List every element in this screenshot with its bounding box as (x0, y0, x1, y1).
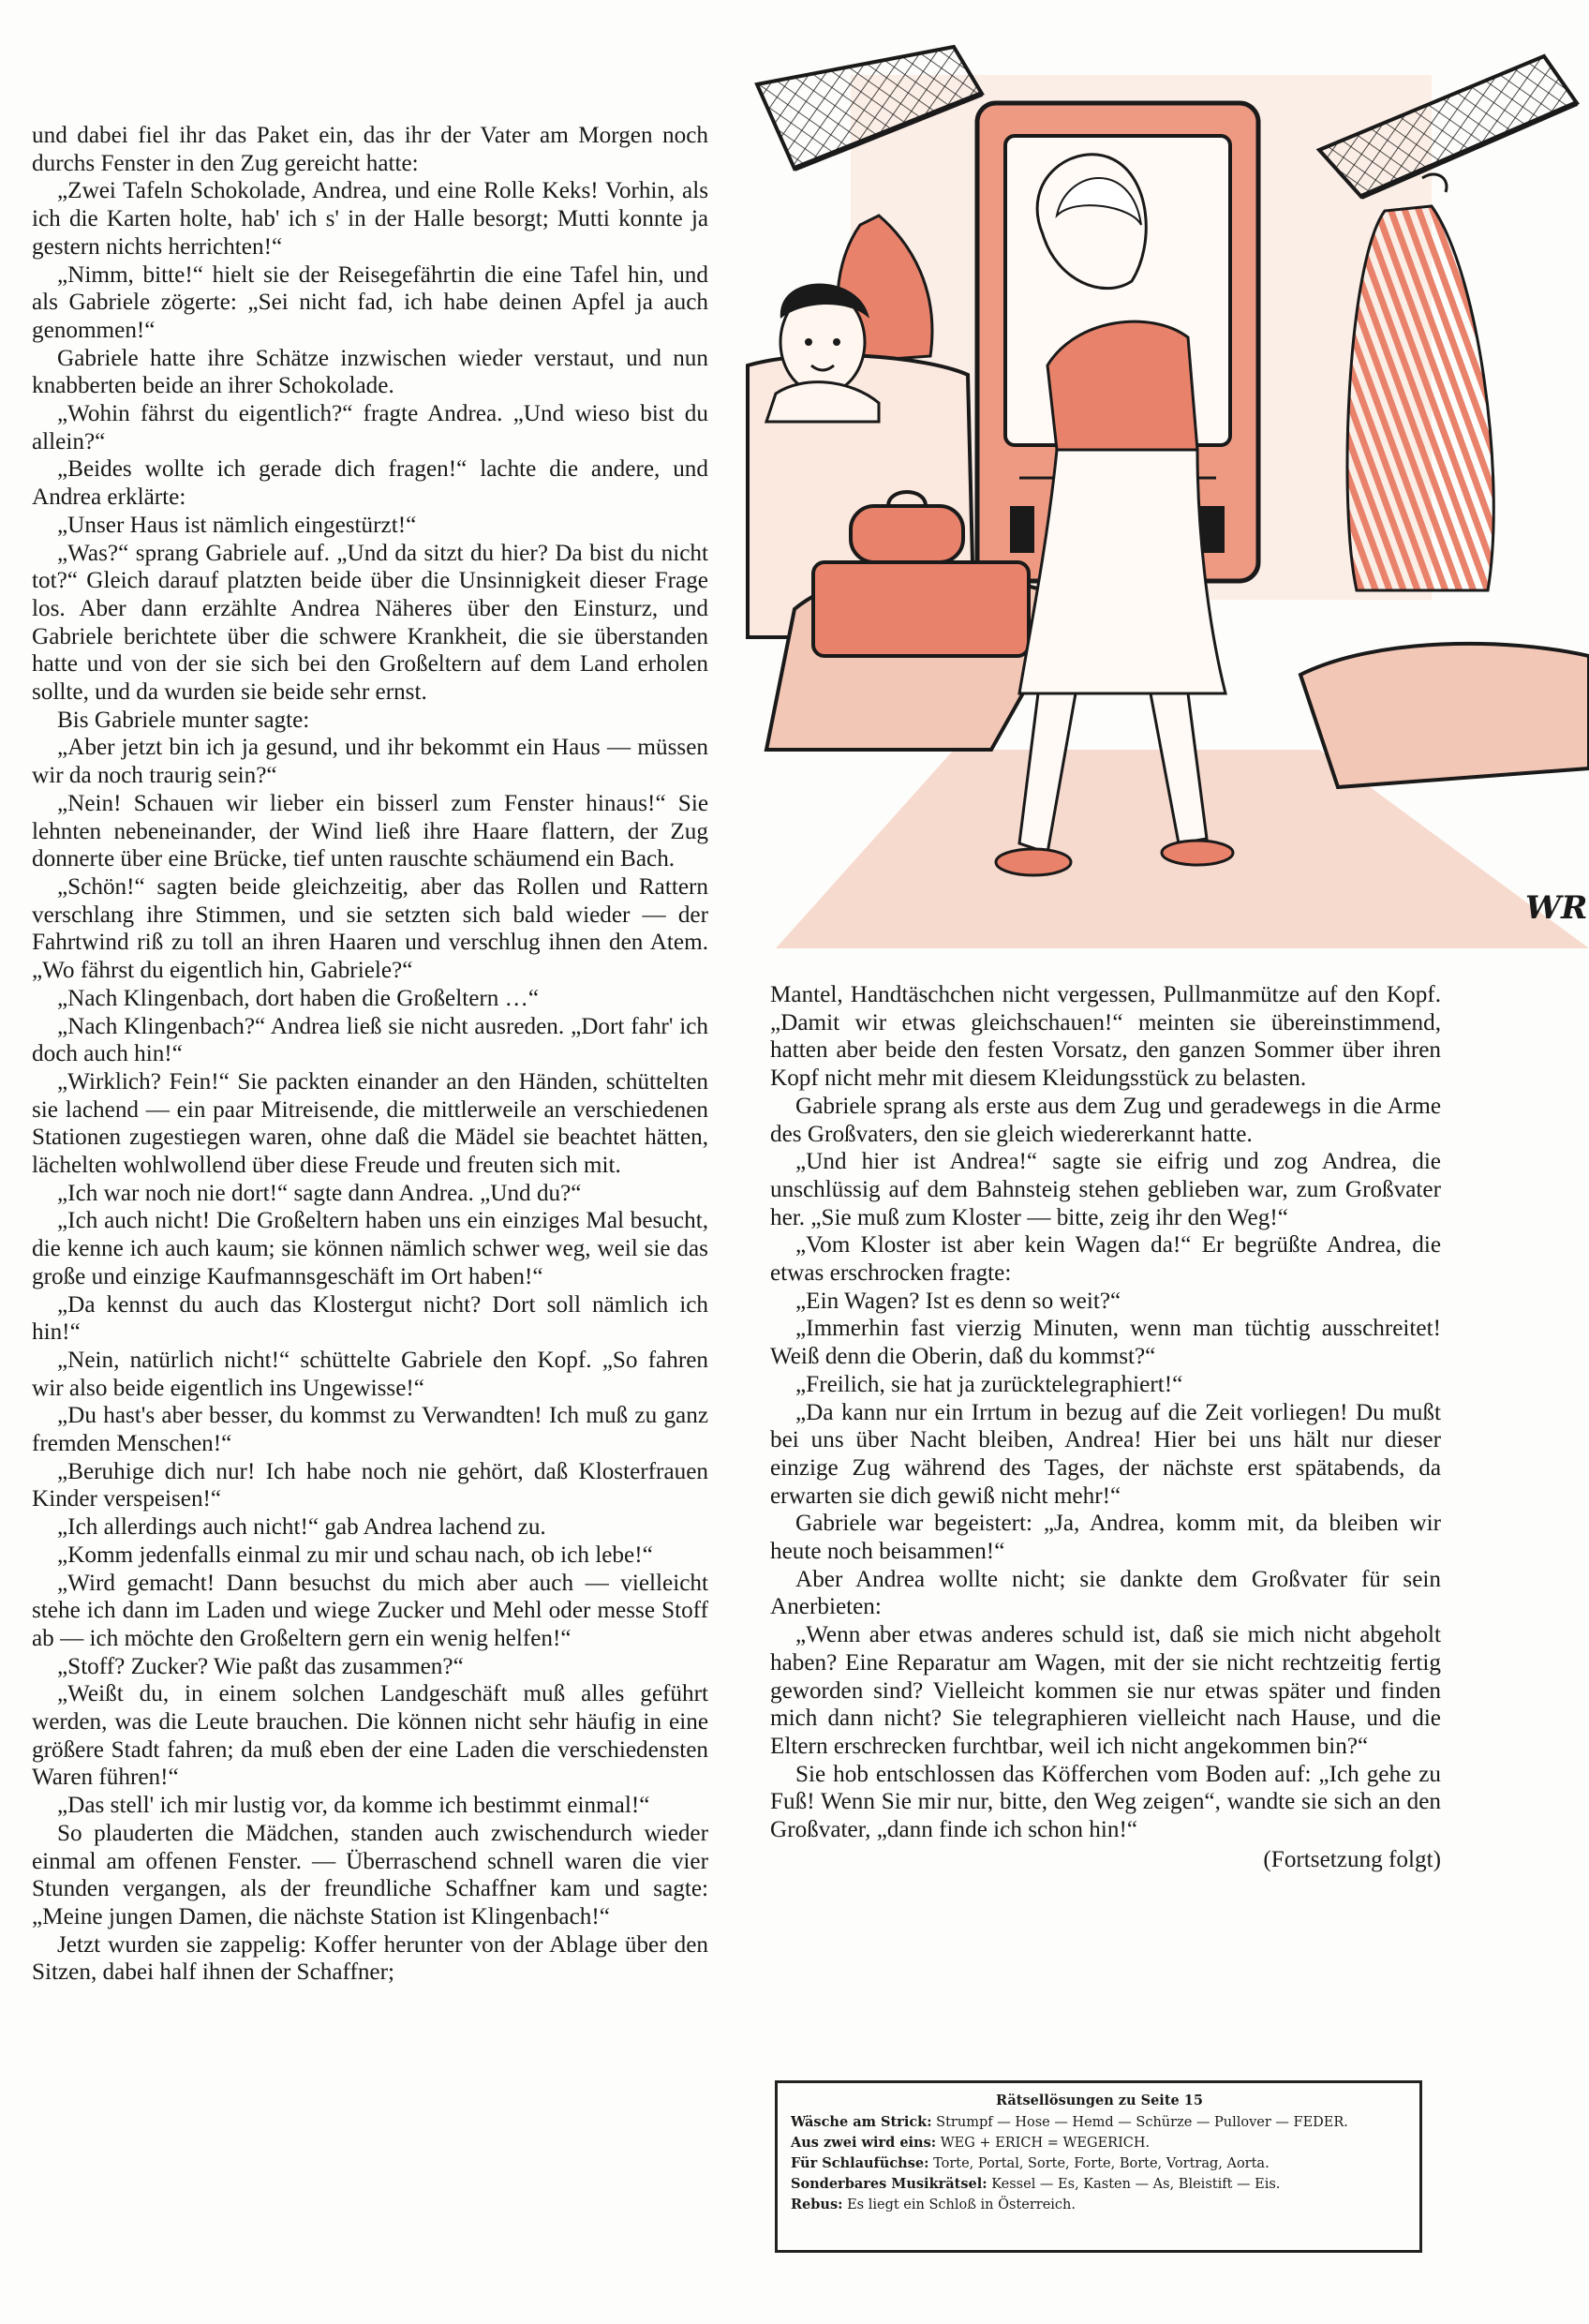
story-paragraph: „Beides wollte ich gerade dich fragen!“ lachte die andere, und Andrea erklärte: (32, 456, 708, 511)
story-paragraph: „Was?“ sprang Gabriele auf. „Und da sitzt du hier? Da bist du nicht tot?“ Gleich darauf platzten beide über die Unsinnigkeit dieser Frage los. Aber dann erzählte Andrea Näheres über den Einsturz, und Gabriele berichtete über die schwere Krankheit, die sie überstanden hatte und von der sie sich bei den Großeltern auf dem Land erholen sollte, und da wurden sie beide sehr ernst. (32, 540, 708, 706)
story-paragraph: „Komm jedenfalls einmal zu mir und schau nach, ob ich lebe!“ (57, 1542, 653, 1568)
story-paragraph: Jetzt wurden sie zappelig: Koffer herunter von der Ablage über den Sitzen, dabei half ihnen der Schaffner; (32, 1931, 708, 1986)
story-paragraph: „Unser Haus ist nämlich eingestürzt!“ (57, 512, 417, 538)
solution-text: WEG + ERICH = WEGERICH. (940, 2136, 1151, 2151)
story-paragraph: „Ein Wagen? Ist es denn so weit?“ (795, 1288, 1121, 1314)
puzzle-solutions-title: Rätsellösungen zu Seite 15 (996, 2093, 1203, 2108)
coat-right (1347, 206, 1493, 590)
story-paragraph: Aber Andrea wollte nicht; sie dankte dem Großvater für sein Anerbieten: (770, 1566, 1441, 1620)
solution-label: Sonderbares Musikrätsel: (791, 2176, 988, 2192)
story-paragraph: „Nach Klingenbach, dort haben die Großeltern …“ (57, 985, 540, 1011)
story-paragraph: „Vom Kloster ist aber kein Wagen da!“ Er begrüßte Andrea, die etwas erschrocken fragte: (770, 1232, 1441, 1287)
story-paragraph: „Wenn aber etwas anderes schuld ist, daß sie mich nicht abgeholt haben? Eine Reparatur am Wagen, mit der sie nicht rechtzeitig fertig geworden sind? Vielleicht kommen sie nur etwas später und finden mich dann nicht? Sie telegraphieren vielleicht nach Hause, und die Eltern erschrecken furchtbar, weil ich nicht angekommen bin?“ (770, 1622, 1441, 1759)
solution-label: Wäsche am Strick: (791, 2114, 932, 2130)
story-paragraph: und dabei fiel ihr das Paket ein, das ihr der Vater am Morgen noch durchs Fenster in den Zug gereicht hatte: (32, 123, 708, 176)
story-paragraph: „Nein, natürlich nicht!“ schüttelte Gabriele den Kopf. „So fahren wir also beide eigentlich ins Ungewisse!“ (32, 1347, 708, 1401)
girl-gabriele (766, 284, 879, 423)
solution-text: Strumpf — Hose — Hemd — Schürze — Pullover — FEDER. (936, 2115, 1348, 2130)
solution-text: Torte, Portal, Sorte, Forte, Borte, Vortrag, Aorta. (933, 2156, 1270, 2171)
solution-label: Für Schlaufüchse: (791, 2155, 929, 2171)
illustrator-signature: WR (1525, 889, 1588, 927)
solution-row (791, 2174, 1408, 2195)
story-paragraph: „Ich auch nicht! Die Großeltern haben uns ein einziges Mal besucht, die kenne ich auch kaum; sie können nämlich schwer weg, weil sie das große und einzige Kaufmannsgeschäft im Ort haben!“ (32, 1208, 708, 1289)
story-paragraph: „Aber jetzt bin ich ja gesund, und ihr bekommt ein Haus — müssen wir da noch traurig sein?“ (32, 735, 708, 789)
story-paragraph: „Freilich, sie hat ja zurücktelegraphiert!“ (795, 1371, 1183, 1397)
story-paragraph: „Das stell' ich mir lustig vor, da komme ich bestimmt einmal!“ (57, 1793, 650, 1819)
story-paragraph: Gabriele hatte ihre Schätze inzwischen wieder verstaut, und nun knabberten beide an ihrer Schokolade. (32, 345, 708, 399)
solution-label: Rebus: (791, 2197, 843, 2212)
story-paragraph: Mantel, Handtäschchen nicht vergessen, Pullmanmütze auf den Kopf. „Damit wir etwas gleichschauen!“ meinten sie übereinstimmend, hatten aber beide den festen Vorsatz, den ganzen Sommer über ihren Kopf nicht mehr mit diesem Kleidungsstück zu belasten. (770, 982, 1441, 1092)
train-compartment-illustration (738, 37, 1589, 948)
solution-text: Kessel — Es, Kasten — As, Bleistift — Eis. (991, 2177, 1281, 2192)
story-paragraph: „Wird gemacht! Dann besuchst du mich aber auch — vielleicht stehe ich dann im Laden und wiege Zucker und Mehl oder messe Stoff ab — ich möchte den Großeltern gern ein wenig helfen!“ (32, 1570, 708, 1651)
story-column-right (770, 981, 1441, 1874)
solution-row (791, 2112, 1408, 2133)
story-paragraph: „Du hast's aber besser, du kommst zu Verwandten! Ich muß zu ganz fremden Menschen!“ (32, 1403, 708, 1457)
story-paragraph: „Weißt du, in einem solchen Landgeschäft muß alles geführt werden, was die Leute brauchen. Die können nicht sehr häufig in eine größere Stadt fahren; da muß eben der eine Laden die verschiedensten Waren führen!“ (32, 1681, 708, 1791)
seat-right-cushion (1300, 644, 1589, 787)
solution-row (791, 2133, 1408, 2153)
story-paragraph: „Ich allerdings auch nicht!“ gab Andrea lachend zu. (57, 1514, 546, 1541)
puzzle-solutions-box (775, 2080, 1422, 2253)
story-paragraph: „Ich war noch nie dort!“ sagte dann Andrea. „Und du?“ (57, 1180, 582, 1206)
story-paragraph: Gabriele war begeistert: „Ja, Andrea, komm mit, da bleiben wir heute noch beisammen!“ (770, 1511, 1441, 1565)
story-paragraph: „Schön!“ sagten beide gleichzeitig, aber das Rollen und Rattern verschlang ihre Stimmen, und sie setzten sich bald wieder — der Fahrtwind riß zu toll an ihren Haaren und verschlug ihnen den Atem. „Wo fährst du eigentlich hin, Gabriele?“ (32, 873, 708, 984)
story-paragraph: Bis Gabriele munter sagte: (57, 707, 310, 733)
story-paragraph: „Nach Klingenbach?“ Andrea ließ sie nicht ausreden. „Dort fahr' ich doch auch hin!“ (32, 1013, 708, 1067)
story-paragraph: „Zwei Tafeln Schokolade, Andrea, und eine Rolle Keks! Vorhin, als ich die Karten holte, hab' ich s' in der Halle besorgt; Mutti konnte ja gestern nichts herrichten!“ (32, 178, 708, 260)
solution-row (791, 2195, 1408, 2215)
story-paragraph: „Immerhin fast vierzig Minuten, wenn man tüchtig ausschreitet! Weiß denn die Oberin, daß du kommst?“ (770, 1316, 1441, 1370)
solution-row (791, 2153, 1408, 2174)
story-paragraph: „Stoff? Zucker? Wie paßt das zusammen?“ (57, 1653, 464, 1679)
story-column-left (32, 122, 708, 1987)
story-paragraph: „Nimm, bitte!“ hielt sie der Reisegefährtin die eine Tafel hin, und als Gabriele zögerte: „Sei nicht fad, ich habe deinen Apfel ja auch genommen!“ (32, 261, 708, 343)
story-paragraph: „Da kennst du auch das Klostergut nicht? Dort soll nämlich ich hin!“ (32, 1291, 708, 1346)
story-paragraph: So plauderten die Mädchen, standen auch zwischendurch wieder einmal am offenen Fenster. — Überraschend schnell waren die vier Stunden vergangen, als der freundliche Schaffner kam und sagte: „Meine jungen Damen, die nächste Station ist Klingenbach!“ (32, 1820, 708, 1929)
story-paragraph: Sie hob entschlossen das Köfferchen vom Boden auf: „Ich gehe zu Fuß! Wenn Sie mir nur, bitte, den Weg zeigen“, wandte sie sich an den Großvater, „dann finde ich schon hin!“ (770, 1761, 1441, 1843)
solution-text: Es liegt ein Schloß in Österreich. (847, 2197, 1076, 2212)
story-paragraph: „Wirklich? Fein!“ Sie packten einander an den Händen, schüttelten sie lachend — ein paar Mitreisende, die mittlerweile an verschiedenen Stationen zugestiegen waren, ohne daß die Mädel sie beachtet hätten, lächelten wohlwollend über diese Freude und freuten sich mit. (32, 1068, 708, 1179)
story-paragraph: „Da kann nur ein Irrtum in bezug auf die Zeit vorliegen! Du mußt bei uns über Nacht bleiben, Andrea! Hier bei uns hält nur dieser einzige Zug während des Tages, der nächste erst spätabends, da erwarten sie dich gewiß nicht mehr!“ (770, 1399, 1441, 1509)
continuation-note: (Fortsetzung folgt) (1263, 1846, 1441, 1872)
solution-label: Aus zwei wird eins: (791, 2135, 937, 2151)
story-paragraph: „Wohin fährst du eigentlich?“ fragte Andrea. „Und wieso bist du allein?“ (32, 401, 708, 454)
story-paragraph: „Und hier ist Andrea!“ sagte sie eifrig und zog Andrea, die unschlüssig auf dem Bahnsteig stehen geblieben war, zum Großvater her. „Sie muß zum Kloster — bitte, zeig ihr den Weg!“ (770, 1149, 1441, 1230)
story-paragraph: Gabriele sprang als erste aus dem Zug und geradewegs in die Arme des Großvaters, den sie gleich wiedererkannt hatte. (770, 1093, 1441, 1147)
story-paragraph: „Nein! Schauen wir lieber ein bisserl zum Fenster hinaus!“ Sie lehnten nebeneinander, der Wind ließ ihre Haare flattern, der Zug donnerte über eine Brücke, tief unten rauschte schäumend ein Bach. (32, 790, 708, 872)
story-paragraph: „Beruhige dich nur! Ich habe noch nie gehört, daß Klosterfrauen Kinder verspeisen!“ (32, 1458, 708, 1512)
